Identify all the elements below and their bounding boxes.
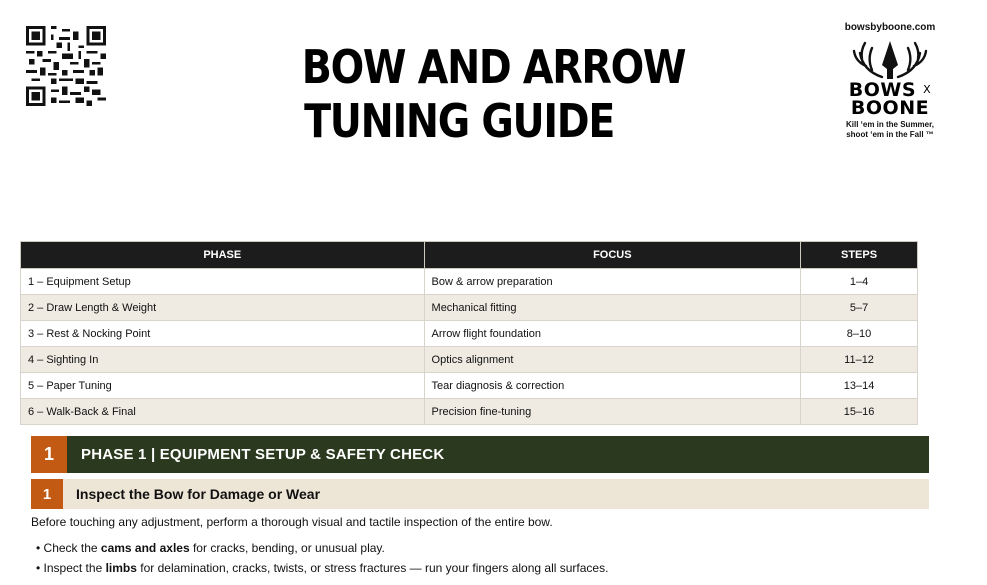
- list-item: • Inspect the limbs for delamination, cracks, twists, or stress fractures — run your fingers along all surfaces.: [36, 561, 609, 575]
- table-header-row: [21, 242, 918, 269]
- brand-name: BOWS $^X$ BOONE: [848, 79, 932, 119]
- cell-phase: 2 – Draw Length & Weight: [21, 295, 425, 321]
- phase-number-badge: 1: [31, 436, 67, 473]
- brand-url[interactable]: bowsbyboone.com: [844, 22, 936, 33]
- step-title: Inspect the Bow for Damage or Wear: [76, 486, 321, 502]
- cell-steps: 15–16: [801, 399, 918, 425]
- title-line-2: TUNING GUIDE: [304, 94, 615, 148]
- list-item: • Check the cams and axles for cracks, bending, or unusual play.: [36, 541, 385, 555]
- page-title: [69, 40, 918, 148]
- cell-focus: Arrow flight foundation: [424, 321, 801, 347]
- cell-focus: Tear diagnosis & correction: [424, 373, 801, 399]
- cell-phase: 1 – Equipment Setup: [21, 269, 425, 295]
- brand-tagline: Kill ‘em in the Summer, shoot ‘em in the Fall ™: [845, 120, 935, 139]
- arrowhead-antlers-icon: [852, 39, 928, 81]
- cell-steps: 13–14: [801, 373, 918, 399]
- table-row: [21, 295, 918, 321]
- cell-focus: Mechanical fitting: [424, 295, 801, 321]
- header-focus: FOCUS: [424, 242, 801, 269]
- cell-steps: 1–4: [801, 269, 918, 295]
- table-row: [21, 399, 918, 425]
- phase-title: PHASE 1 | EQUIPMENT SETUP & SAFETY CHECK: [81, 446, 445, 463]
- brand-block: [828, 22, 952, 140]
- step-1-heading: [31, 479, 929, 509]
- table-row: [21, 373, 918, 399]
- cell-steps: 11–12: [801, 347, 918, 373]
- table-row: [21, 321, 918, 347]
- cell-focus: Bow & arrow preparation: [424, 269, 801, 295]
- header-steps: STEPS: [801, 242, 918, 269]
- cell-phase: 3 – Rest & Nocking Point: [21, 321, 425, 347]
- cell-steps: 8–10: [801, 321, 918, 347]
- cell-phase: 4 – Sighting In: [21, 347, 425, 373]
- header-phase: PHASE: [21, 242, 425, 269]
- phase-1-banner: [31, 436, 929, 473]
- step-number-badge: 1: [31, 479, 63, 509]
- cell-phase: 6 – Walk-Back & Final: [21, 399, 425, 425]
- cell-phase: 5 – Paper Tuning: [21, 373, 425, 399]
- table-row: [21, 269, 918, 295]
- step-intro-text: Before touching any adjustment, perform a thorough visual and tactile inspection of the entire bow.: [31, 515, 553, 529]
- table-row: [21, 347, 918, 373]
- cell-steps: 5–7: [801, 295, 918, 321]
- phase-overview-table: [20, 241, 918, 425]
- cell-focus: Optics alignment: [424, 347, 801, 373]
- title-line-1: BOW AND ARROW: [301, 40, 686, 94]
- step-bullet-list: [36, 540, 608, 580]
- cell-focus: Precision fine-tuning: [424, 399, 801, 425]
